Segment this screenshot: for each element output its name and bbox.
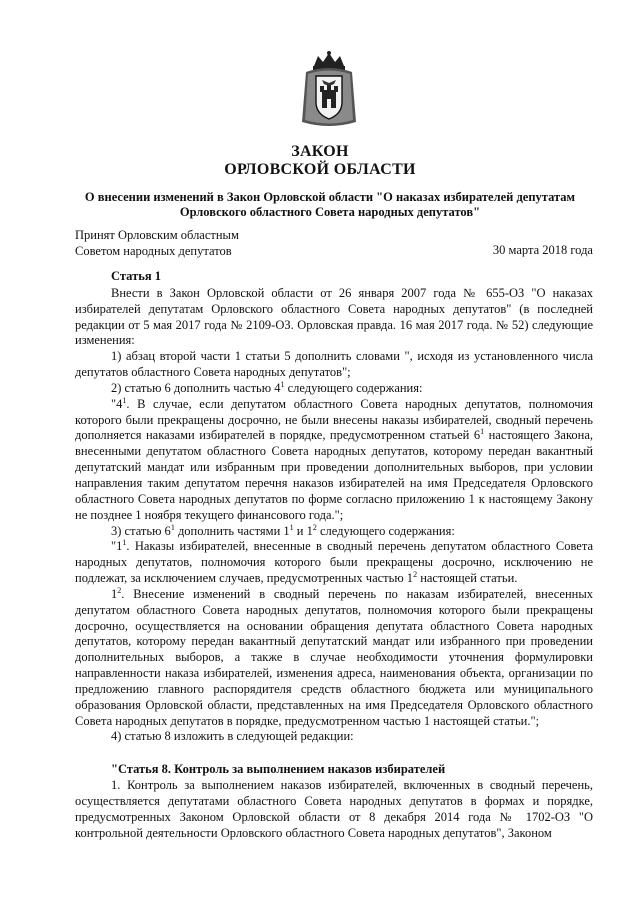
part-1-1: "$1^1$. Наказы избирателей, внесенные в сводный перечень депутатом областного Совета народных депутатов, полномочия которого были прекращены досрочно, исключению не подлежат, за исключением случаев, предусмотренных частью $1^2$ настоящей статьи. xyxy=(75,538,593,586)
law-subtitle: О внесении изменений в Закон Орловской области "О наказах избирателей депутатам Орловского областного Совета народных депутатов" xyxy=(84,190,576,219)
article-8-heading: "Статья 8. Контроль за выполнением наказов избирателей xyxy=(111,762,446,777)
article-1-item-4: 4) статью 8 изложить в следующей редакции: xyxy=(111,729,354,744)
coat-of-arms-icon xyxy=(298,50,360,130)
adoption-date: 30 марта 2018 года xyxy=(492,243,593,257)
document-body xyxy=(75,269,593,842)
adoption-block xyxy=(75,227,239,259)
adoption-line-1: Принят Орловским областным xyxy=(75,228,239,242)
adoption-line-2: Советом народных депутатов xyxy=(75,244,232,258)
law-region-title: ОРЛОВСКОЙ ОБЛАСТИ xyxy=(224,161,416,178)
article-1-item-1: 1) абзац второй части 1 статьи 5 дополнить словами ", исходя из установленного числа депутатов областного Совета народных депутатов"; xyxy=(75,349,593,380)
law-title: ЗАКОН xyxy=(291,143,349,160)
article-1-item-2: 2) статью 6 дополнить частью $4^1$ следующего содержания: xyxy=(111,379,423,395)
article-1-intro: Внести в Закон Орловской области от 26 января 2007 года № 655-ОЗ "О наказах избирателей депутатам Орловского областного Совета народных депутатов" (в последней редакции от 5 мая 2017 года № 2109-ОЗ. Орловская правда. 16 мая 2017 года. № 52) следующие изменения: xyxy=(75,285,593,348)
article-1-heading: Статья 1 xyxy=(111,269,161,283)
article-1-item-3: 3) статью $6^1$ дополнить частями $1^1$ и $1^2$ следующего содержания: xyxy=(111,522,455,538)
article-8-para-1: 1. Контроль за выполнением наказов избирателей, включенных в сводный перечень, осуществляется депутатами областного Совета народных депутатов в формах и порядке, предусмотренных Законом Орловской области от 8 декабря 2014 года № 1702-ОЗ "О контрольной деятельности Орловского областного Совета народных депутатов", Законом xyxy=(75,778,593,840)
part-4-1: "$4^1$. В случае, если депутатом областного Совета народных депутатов, полномочия которого были прекращены досрочно, не были внесены наказы избирателей, сводный перечень дополняется наказами избирателей в порядке, предусмотренном статьей $6^1$ настоящего Закона, внесенными депутатом областного Совета народных депутатов, которому передан вакантный депутатский мандат или избранным при проведении дополнительных выборов, при условии направления таким депутатом перечня наказов избирателей на имя Председателя Орловского областного Совета народных депутатов по форме согласно приложению 1 к настоящему Закону не позднее 1 ноября текущего финансового года."; xyxy=(75,395,594,522)
part-1-2: $1^2$. Внесение изменений в сводный перечень по наказам избирателей, внесенных депутатом областного Совета народных депутатов, полномочия которого были прекращены досрочно, осуществляется на основании обращения депутата областного Совета народных депутатов, которому передан вакантный депутатский мандат или избранного при проведении дополнительных выборов, а также в случае необходимости уточнения формулировки направленности наказа избирателей, изменения адреса, наименования объекта, организации по предложению главного распорядителя средств областного бюджета или муниципального образования Орловской области, представленных на имя Председателя Орловского областного Совета народных депутатов в порядке, предусмотренном частью 1 настоящей статьи."; xyxy=(75,585,593,728)
